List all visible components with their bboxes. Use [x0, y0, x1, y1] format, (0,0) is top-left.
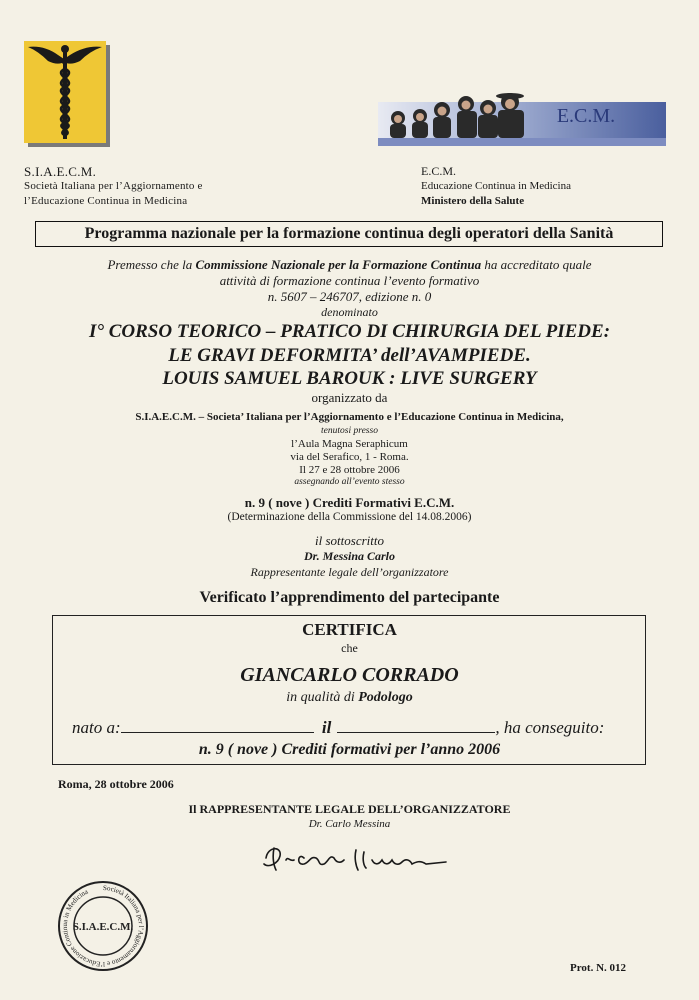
- intro-line2: attività di formazione continua l’evento formativo: [219, 273, 480, 288]
- programme-title: Programma nazionale per la formazione continua degli operatori della Sanità: [84, 225, 614, 242]
- in-qualita: [0, 690, 699, 706]
- caduceus-logo: [24, 41, 106, 143]
- organizer-name: S.I.A.E.C.M. – Societa’ Italiana per l’Aggiornamento e l’Educazione Continua in Medicina,: [135, 411, 564, 423]
- caduceus-icon: [24, 41, 106, 143]
- birthdate-blank[interactable]: [337, 718, 495, 733]
- certifica-che: che: [341, 641, 358, 655]
- event-dates: Il 27 e 28 ottobre 2006: [299, 464, 400, 476]
- place-date: Roma, 28 ottobre 2006: [58, 777, 174, 791]
- address: via del Serafico, 1 - Roma.: [290, 451, 409, 463]
- profession: Podologo: [358, 690, 413, 705]
- venue: l’Aula Magna Seraphicum: [291, 438, 408, 450]
- signatory-name: Dr. Messina Carlo: [303, 549, 396, 563]
- intro-prefix: Premesso che la: [107, 257, 196, 272]
- participant-name: GIANCARLO CORRADO: [240, 664, 459, 686]
- stamp-ring-text: Società Italiana per l’Aggiornamento e l’Educazione Continua in Medicina: [60, 883, 145, 969]
- left-org-line1: Società Italiana per l’Aggiornamento e: [24, 180, 203, 192]
- il-sottoscritto: il sottoscritto: [315, 533, 384, 548]
- signatory-role: Rappresentante legale dell’organizzatore: [250, 565, 449, 579]
- left-org-title: S.I.A.E.C.M.: [24, 164, 97, 179]
- il-label: il: [321, 718, 332, 737]
- nato-a-label: nato a:: [72, 718, 121, 737]
- in-qualita-prefix: in qualità di: [286, 690, 359, 705]
- legal-rep-name: Dr. Carlo Messina: [308, 818, 391, 830]
- determination: (Determinazione della Commissione del 14.08.2006): [227, 511, 472, 523]
- course-title-line2: LE GRAVI DEFORMITA’ dell’AVAMPIEDE.: [168, 345, 531, 366]
- programme-title-box: [35, 221, 663, 247]
- verified-heading: Verificato l’apprendimento del partecipante: [199, 589, 500, 606]
- assegnando: assegnando all’evento stesso: [294, 477, 405, 487]
- ecm-banner-text: E.C.M.: [556, 105, 616, 127]
- course-title-line1: I° CORSO TEORICO – PRATICO DI CHIRURGIA DEL PIEDE:: [88, 321, 611, 342]
- right-org-line1: Educazione Continua in Medicina: [421, 180, 571, 192]
- right-org-title: E.C.M.: [421, 164, 457, 178]
- event-number: n. 5607 – 246707, edizione n. 0: [267, 289, 432, 304]
- intro-line1: [0, 257, 699, 273]
- denominato: denominato: [321, 305, 378, 319]
- organization-stamp: [57, 880, 149, 972]
- birthplace-blank[interactable]: [121, 718, 314, 733]
- tenutosi-presso: tenutosi presso: [321, 426, 378, 436]
- organizzato-da: organizzato da: [311, 390, 388, 405]
- course-title-line3: LOUIS SAMUEL BAROUK : LIVE SURGERY: [162, 368, 537, 389]
- signature-image: [260, 838, 470, 878]
- credits-line: n. 9 ( nove ) Crediti Formativi E.C.M.: [244, 495, 455, 510]
- birth-line: [72, 718, 604, 738]
- intro-commission: Commissione Nazionale per la Formazione Continua: [195, 257, 482, 272]
- right-org-line2: Ministero della Salute: [421, 195, 525, 207]
- intro-suffix: ha accreditato quale: [481, 257, 592, 272]
- certificate-credits: n. 9 ( nove ) Crediti formativi per l’anno 2006: [198, 741, 501, 758]
- ha-conseguito: , ha conseguito:: [495, 718, 605, 737]
- left-org-line2: l’Educazione Continua in Medicina: [24, 195, 188, 207]
- ecm-banner-image: [378, 92, 666, 146]
- certifica-heading: CERTIFICA: [302, 620, 397, 639]
- stamp-center-text: S.I.A.E.C.M.: [72, 921, 134, 933]
- protocol-number: Prot. N. 012: [570, 962, 627, 974]
- legal-rep-title: Il RAPPRESENTANTE LEGALE DELL’ORGANIZZATORE: [188, 802, 511, 816]
